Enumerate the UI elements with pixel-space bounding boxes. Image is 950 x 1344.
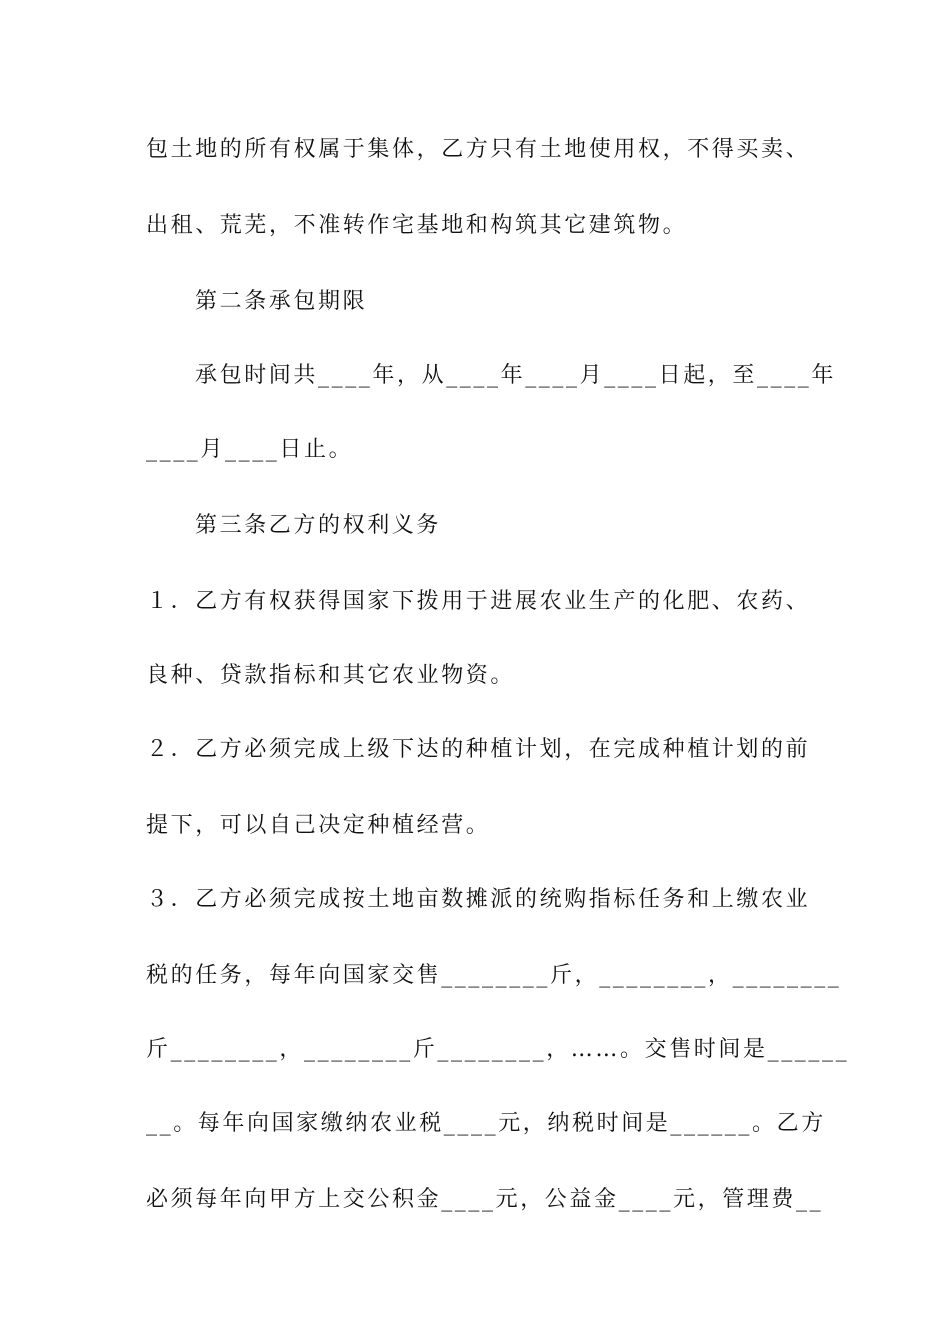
list-item-3-line-1: ３．乙方必须完成按土地亩数摊派的统购指标任务和上缴农业 — [146, 887, 811, 912]
list-item-3-line-5: 必须每年向甲方上交公积金____元，公益金____元，管理费__ — [146, 1187, 824, 1212]
paragraph-line-2: 出租、荒芜，不准转作宅基地和构筑其它建筑物。 — [146, 213, 688, 238]
list-item-3-line-4: __。每年向国家缴纳农业税____元，纳税时间是______。乙方 — [146, 1111, 826, 1136]
list-item-3-line-3: 斤________，________斤________，……。交售时间是______ — [146, 1037, 850, 1062]
paragraph-line-5: ____月____日止。 — [146, 437, 354, 462]
list-item-2-line-1: ２．乙方必须完成上级下达的种植计划，在完成种植计划的前 — [146, 737, 811, 762]
section-heading-term-3: 第三条乙方的权利义务 — [195, 513, 442, 538]
list-item-2-line-2: 提下，可以自己决定种植经营。 — [146, 813, 491, 838]
list-item-1-line-1: １．乙方有权获得国家下拨用于进展农业生产的化肥、农药、 — [146, 589, 811, 614]
list-item-1-line-2: 良种、贷款指标和其它农业物资。 — [146, 663, 516, 688]
section-heading-term-2: 第二条承包期限 — [195, 289, 368, 314]
list-item-3-line-2: 税的任务，每年向国家交售________斤，________，________ — [146, 963, 842, 988]
paragraph-line-1: 包土地的所有权属于集体，乙方只有土地使用权，不得买卖、 — [146, 137, 811, 162]
paragraph-line-4: 承包时间共____年，从____年____月____日起，至____年 — [195, 363, 837, 388]
